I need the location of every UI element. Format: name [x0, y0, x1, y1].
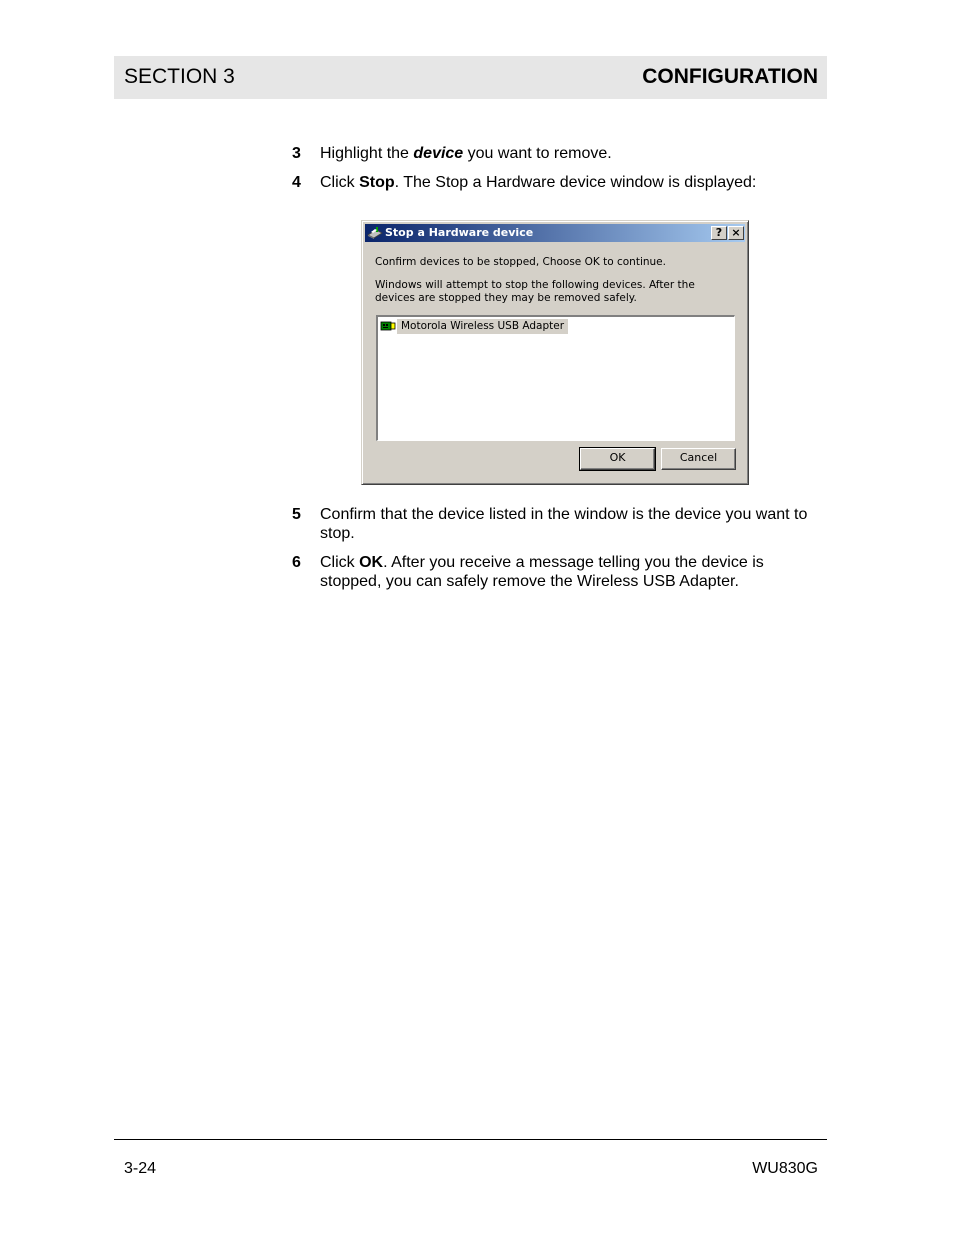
dialog-confirm-text: Confirm devices to be stopped, Choose OK to continue. [375, 256, 666, 268]
product-model: WU830G [752, 1160, 818, 1177]
step-text-post: . The Stop a Hardware device window is displayed: [394, 174, 757, 191]
step-text-pre: Highlight the [320, 145, 414, 162]
hardware-icon [367, 226, 383, 240]
section-header [114, 56, 827, 99]
cancel-button[interactable]: Cancel [661, 448, 736, 470]
device-name: Motorola Wireless USB Adapter [397, 319, 568, 334]
list-item[interactable] [380, 319, 565, 334]
help-button[interactable]: ? [711, 226, 727, 240]
step-number: 5 [292, 506, 301, 523]
section-title: CONFIGURATION [642, 65, 818, 88]
step-text: Confirm that the device listed in the window is the device you want to stop. [320, 506, 808, 542]
dialog-titlebar[interactable] [365, 224, 745, 242]
dialog-info-text: Windows will attempt to stop the following devices. After the devices are stopped they may be removed safely. [375, 279, 695, 304]
close-button[interactable]: × [728, 226, 744, 240]
step-text-pre: Click [320, 554, 360, 571]
page-number: 3-24 [124, 1160, 157, 1177]
step-text-emphasis: device [413, 145, 464, 162]
step-number: 6 [292, 554, 301, 571]
step-number: 4 [292, 174, 301, 191]
step-text [320, 173, 810, 192]
network-adapter-icon [380, 320, 396, 333]
step-text-emphasis: Stop [359, 174, 395, 191]
dialog-title: Stop a Hardware device [385, 226, 534, 239]
ok-button[interactable]: OK [580, 448, 655, 470]
step-number: 3 [292, 145, 301, 162]
footer-divider [114, 1139, 827, 1140]
step-text-post: . After you receive a message telling you the device is stopped, you can safely remove the Wireless USB Adapter. [320, 554, 764, 590]
step-text-pre: Click [320, 174, 360, 191]
step-text-post: you want to remove. [463, 145, 612, 162]
device-list[interactable] [376, 315, 735, 441]
section-number: SECTION 3 [124, 65, 235, 88]
step-text [320, 144, 810, 163]
stop-hardware-dialog [361, 220, 749, 485]
step-text [320, 553, 810, 591]
step-text-emphasis: OK [359, 554, 384, 571]
